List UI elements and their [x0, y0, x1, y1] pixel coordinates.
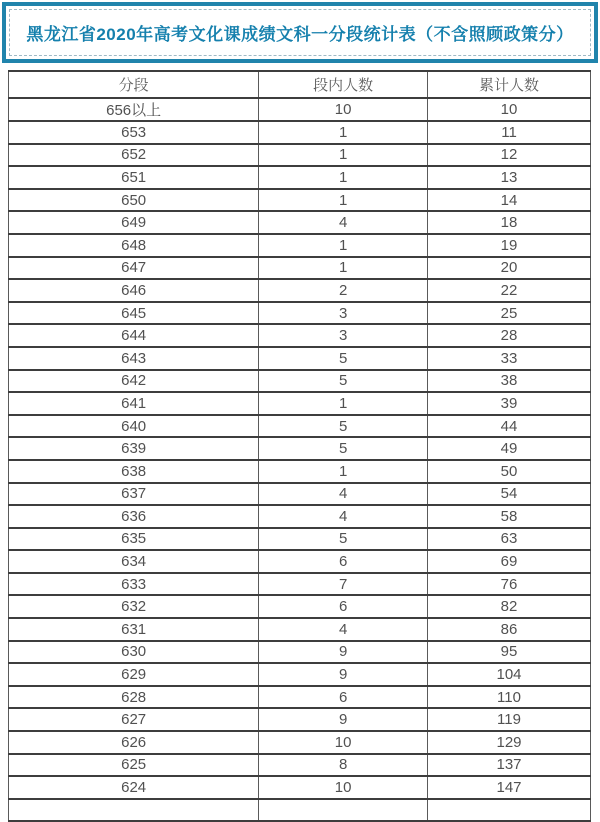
segment-cell: 648 [9, 234, 259, 257]
segment-cell: 630 [9, 641, 259, 664]
count-cell: 9 [259, 663, 428, 686]
cumulative-cell: 19 [428, 234, 591, 257]
count-cell: 6 [259, 686, 428, 709]
count-cell: 5 [259, 437, 428, 460]
cumulative-cell: 86 [428, 618, 591, 641]
count-cell: 1 [259, 460, 428, 483]
table-row [9, 731, 591, 754]
table-row [9, 166, 591, 189]
cumulative-cell: 10 [428, 98, 591, 121]
table-row [9, 483, 591, 506]
table-row [9, 641, 591, 664]
table-row [9, 324, 591, 347]
table-row [9, 144, 591, 167]
table-row [9, 708, 591, 731]
title-banner [2, 2, 598, 63]
cumulative-cell: 20 [428, 257, 591, 280]
empty-cell [428, 799, 591, 822]
table-row [9, 595, 591, 618]
cumulative-cell: 110 [428, 686, 591, 709]
empty-cell [9, 799, 259, 822]
cumulative-cell: 11 [428, 121, 591, 144]
cumulative-cell: 25 [428, 302, 591, 325]
table-row [9, 415, 591, 438]
segment-cell: 643 [9, 347, 259, 370]
segment-cell: 636 [9, 505, 259, 528]
cumulative-cell: 147 [428, 776, 591, 799]
column-header-cumulative: 累计人数 [428, 71, 591, 98]
segment-cell: 647 [9, 257, 259, 280]
count-cell: 1 [259, 166, 428, 189]
cumulative-cell: 104 [428, 663, 591, 686]
count-cell: 6 [259, 550, 428, 573]
count-cell: 1 [259, 144, 428, 167]
segment-cell: 625 [9, 754, 259, 777]
cumulative-cell: 69 [428, 550, 591, 573]
table-row [9, 211, 591, 234]
table-row [9, 528, 591, 551]
segment-cell: 653 [9, 121, 259, 144]
segment-cell: 656以上 [9, 98, 259, 121]
cumulative-cell: 54 [428, 483, 591, 506]
segment-cell: 635 [9, 528, 259, 551]
count-cell: 10 [259, 731, 428, 754]
count-cell: 1 [259, 234, 428, 257]
table-row [9, 754, 591, 777]
cumulative-cell: 14 [428, 189, 591, 212]
score-distribution-table [8, 70, 591, 822]
count-cell: 5 [259, 528, 428, 551]
count-cell: 9 [259, 708, 428, 731]
table-row [9, 189, 591, 212]
cumulative-cell: 39 [428, 392, 591, 415]
segment-cell: 640 [9, 415, 259, 438]
cumulative-cell: 119 [428, 708, 591, 731]
cumulative-cell: 76 [428, 573, 591, 596]
count-cell: 4 [259, 211, 428, 234]
segment-cell: 651 [9, 166, 259, 189]
cumulative-cell: 63 [428, 528, 591, 551]
cumulative-cell: 50 [428, 460, 591, 483]
column-header-count: 段内人数 [259, 71, 428, 98]
count-cell: 3 [259, 302, 428, 325]
count-cell: 4 [259, 483, 428, 506]
table-row [9, 257, 591, 280]
cumulative-cell: 13 [428, 166, 591, 189]
table-row [9, 121, 591, 144]
count-cell: 9 [259, 641, 428, 664]
cumulative-cell: 22 [428, 279, 591, 302]
segment-cell: 652 [9, 144, 259, 167]
table-row [9, 618, 591, 641]
segment-cell: 650 [9, 189, 259, 212]
count-cell: 5 [259, 370, 428, 393]
table-row [9, 776, 591, 799]
table-row [9, 370, 591, 393]
cumulative-cell: 44 [428, 415, 591, 438]
table-row [9, 460, 591, 483]
count-cell: 1 [259, 121, 428, 144]
count-cell: 5 [259, 347, 428, 370]
page-title: 黑龙江省2020年高考文化课成绩文科一分段统计表（不含照顾政策分） [26, 25, 574, 44]
segment-cell: 649 [9, 211, 259, 234]
count-cell: 4 [259, 505, 428, 528]
table-row [9, 437, 591, 460]
table-row [9, 505, 591, 528]
count-cell: 6 [259, 595, 428, 618]
table-row [9, 234, 591, 257]
count-cell: 10 [259, 98, 428, 121]
count-cell: 1 [259, 392, 428, 415]
empty-cell [259, 799, 428, 822]
count-cell: 8 [259, 754, 428, 777]
segment-cell: 631 [9, 618, 259, 641]
cumulative-cell: 129 [428, 731, 591, 754]
count-cell: 1 [259, 257, 428, 280]
cumulative-cell: 33 [428, 347, 591, 370]
count-cell: 10 [259, 776, 428, 799]
count-cell: 2 [259, 279, 428, 302]
cumulative-cell: 95 [428, 641, 591, 664]
count-cell: 7 [259, 573, 428, 596]
cumulative-cell: 82 [428, 595, 591, 618]
table-row [9, 550, 591, 573]
cumulative-cell: 12 [428, 144, 591, 167]
segment-cell: 632 [9, 595, 259, 618]
count-cell: 5 [259, 415, 428, 438]
cumulative-cell: 18 [428, 211, 591, 234]
cumulative-cell: 28 [428, 324, 591, 347]
segment-cell: 638 [9, 460, 259, 483]
cumulative-cell: 38 [428, 370, 591, 393]
segment-cell: 639 [9, 437, 259, 460]
count-cell: 1 [259, 189, 428, 212]
segment-cell: 637 [9, 483, 259, 506]
segment-cell: 624 [9, 776, 259, 799]
segment-cell: 645 [9, 302, 259, 325]
table-row-partial [9, 799, 591, 822]
segment-cell: 634 [9, 550, 259, 573]
table-row [9, 392, 591, 415]
column-header-segment: 分段 [9, 71, 259, 98]
segment-cell: 626 [9, 731, 259, 754]
segment-cell: 633 [9, 573, 259, 596]
table-row [9, 302, 591, 325]
segment-cell: 628 [9, 686, 259, 709]
table-row [9, 573, 591, 596]
segment-cell: 642 [9, 370, 259, 393]
segment-cell: 627 [9, 708, 259, 731]
table-body [9, 98, 591, 821]
count-cell: 4 [259, 618, 428, 641]
header-row [9, 71, 591, 98]
table-row [9, 663, 591, 686]
table-row [9, 98, 591, 121]
table-row [9, 347, 591, 370]
cumulative-cell: 58 [428, 505, 591, 528]
segment-cell: 629 [9, 663, 259, 686]
table-header [9, 71, 591, 98]
page [0, 2, 600, 806]
cumulative-cell: 137 [428, 754, 591, 777]
table-row [9, 279, 591, 302]
segment-cell: 646 [9, 279, 259, 302]
table-row [9, 686, 591, 709]
segment-cell: 644 [9, 324, 259, 347]
segment-cell: 641 [9, 392, 259, 415]
cumulative-cell: 49 [428, 437, 591, 460]
count-cell: 3 [259, 324, 428, 347]
